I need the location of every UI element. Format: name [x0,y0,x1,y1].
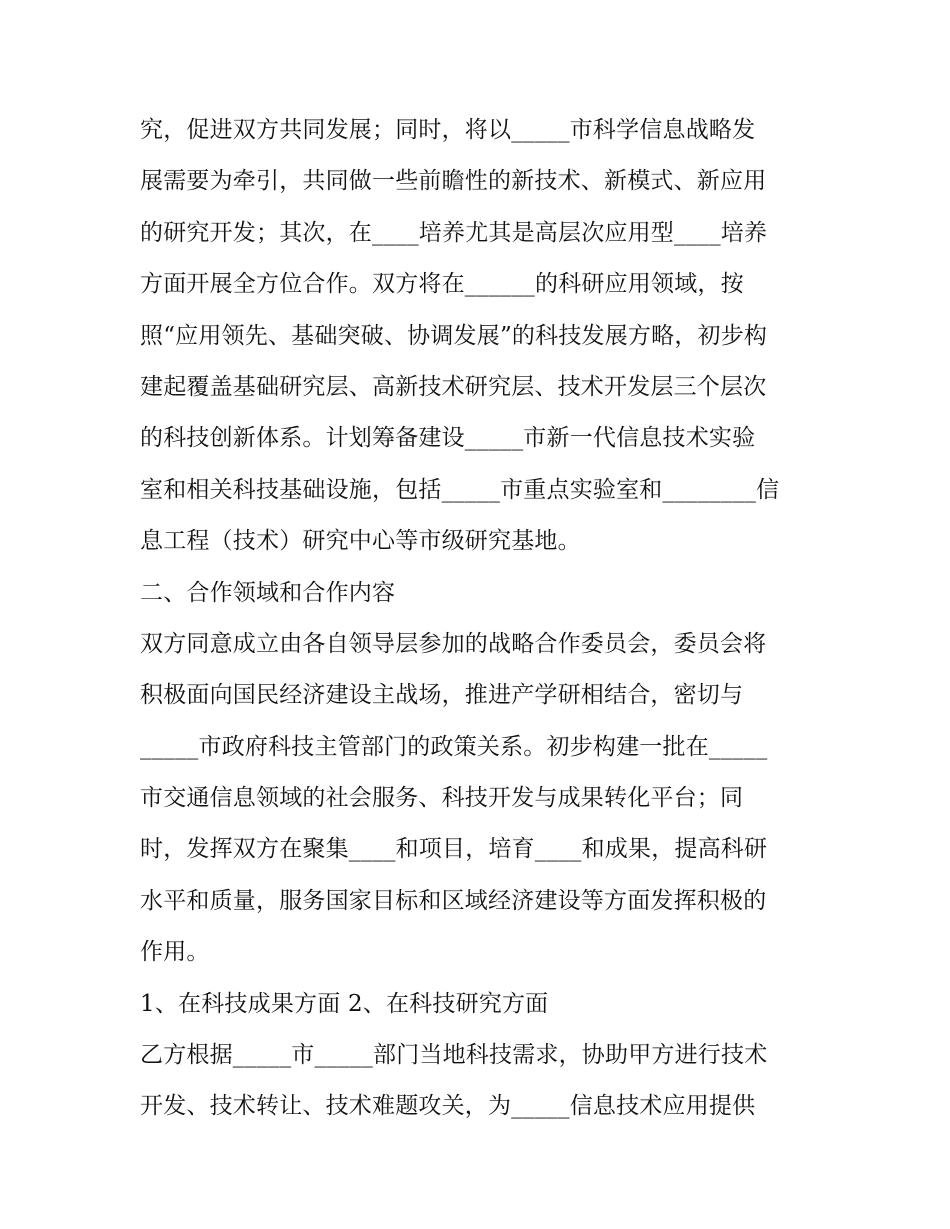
text-line: 乙方根据_____市_____部门当地科技需求，协助甲方进行技术 [140,1042,768,1069]
subsection-heading: 1、在科技成果方面 2、在科技研究方面 [140,990,549,1017]
text-line: 积极面向国民经济建设主战场，推进产学研相结合，密切与 [140,682,744,709]
text-line: 的研究开发；其次，在____培养尤其是高层次应用型____培养 [140,219,768,246]
text-line: _____市政府科技主管部门的政策关系。初步构建一批在_____ [140,733,768,760]
text-line: 息工程（技术）研究中心等市级研究基地。 [140,528,581,555]
text-line: 方面开展全方位合作。双方将在______的科研应用领域，按 [140,271,744,298]
text-line: 时，发挥双方在聚集____和项目，培育____和成果，提高科研 [140,836,768,863]
text-line: 究，促进双方共同发展；同时，将以_____市科学信息战略发 [140,117,756,143]
text-line: 建起覆盖基础研究层、高新技术研究层、技术开发层三个层次 [140,373,767,400]
text-line: 双方同意成立由各自领导层参加的战略合作委员会，委员会将 [140,630,767,657]
section-heading: 二、合作领域和合作内容 [140,579,396,606]
text-line: 室和相关科技基础设施，包括_____市重点实验室和________信 [140,476,780,503]
text-line: 开发、技术转让、技术难题攻关，为_____信息技术应用提供 [140,1093,756,1120]
text-line: 的科技创新体系。计划筹备建设_____市新一代信息技术实验 [140,425,756,452]
text-line: 市交通信息领域的社会服务、科技开发与成果转化平台；同 [140,785,744,812]
text-line: 展需要为牵引，共同做一些前瞻性的新技术、新模式、新应用 [140,168,767,195]
text-line: 作用。 [140,939,210,966]
document-page [140,105,820,1133]
text-line: 照“应用领先、基础突破、协调发展”的科技发展方略，初步构 [140,322,768,349]
text-line: 水平和质量，服务国家目标和区域经济建设等方面发挥积极的 [140,887,767,914]
